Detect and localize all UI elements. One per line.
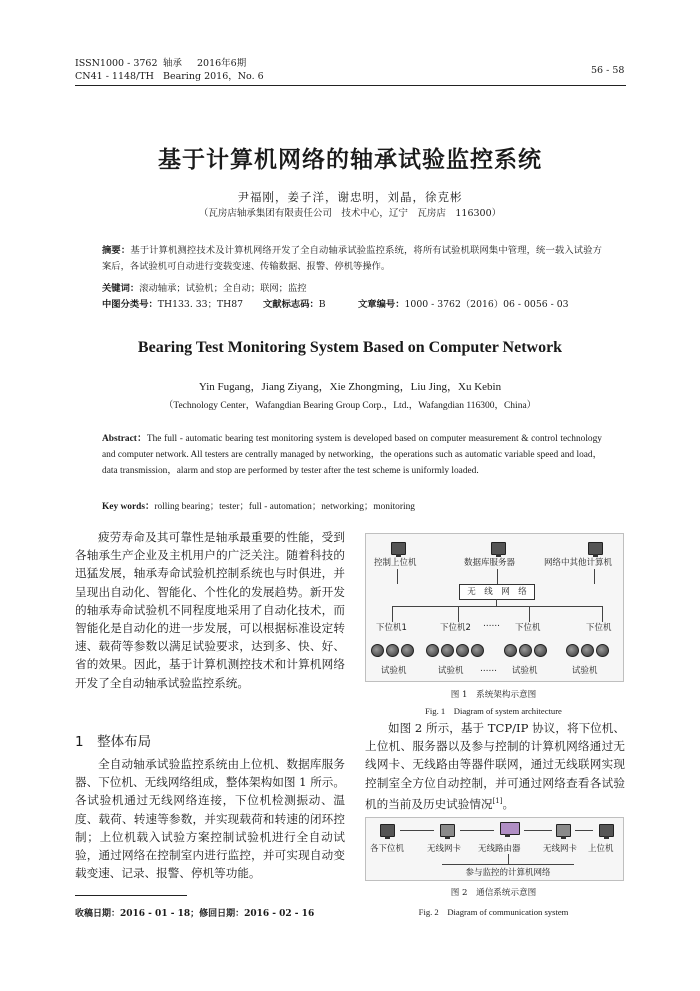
other-computer-icon bbox=[588, 542, 603, 555]
article-number-label: 文章编号： bbox=[358, 299, 405, 310]
tester-icon bbox=[566, 644, 579, 657]
fig2-node-router: 无线路由器 bbox=[478, 844, 521, 854]
fig2-router-stem bbox=[508, 854, 509, 864]
fig2-node-card2: 无线网卡 bbox=[543, 844, 578, 854]
fig1-lower-2: 下位机2 bbox=[440, 623, 471, 633]
doc-code-label: 文献标志码： bbox=[263, 299, 319, 310]
fig1-network-hline bbox=[392, 606, 602, 607]
tester-icon bbox=[426, 644, 439, 657]
affiliation-cn: （瓦房店轴承集团有限责任公司 技术中心，辽宁 瓦房店 116300） bbox=[198, 208, 502, 219]
database-server-icon bbox=[491, 542, 506, 555]
wireless-router-icon bbox=[500, 822, 520, 835]
clc-value: TH133. 33；TH87 bbox=[157, 299, 244, 310]
authors-cn: 尹福刚，姜子洋，谢忠明，刘晶，徐克彬 bbox=[237, 190, 463, 204]
right-paragraph bbox=[365, 719, 625, 813]
tester-icon bbox=[581, 644, 594, 657]
abstract-en-text: The full - automatic bearing test monitoring system is developed based on computer measurement & control technology and computer network. All testers are centrally managed by networking，the operations such as automatic variable speed and load，data transmission，alarm and stop are performed by tester after the test scheme is uniformly loaded. bbox=[102, 434, 602, 476]
header-cn: CN41 - 1148/TH bbox=[75, 71, 154, 82]
fig2-node-card1: 无线网卡 bbox=[427, 844, 462, 854]
doc-code bbox=[263, 297, 326, 313]
footnote-rule bbox=[75, 895, 187, 896]
header-journal-en: Bearing 2016，No. 6 bbox=[163, 71, 264, 82]
fig1-node-db: 数据库服务器 bbox=[464, 558, 516, 568]
tester-icon bbox=[386, 644, 399, 657]
header-journal-cn: 轴承 bbox=[163, 58, 183, 69]
right-paragraph-text: 如图 2 所示，基于 TCP/IP 协议，将下位机、上位机、服务器以及参与控制的计算机网络通过无线网卡、无线路由等器件联网，通过无线联网实现控制室全方位自动控制，并可通过网络查看各试验机的当前及历史试验情况 bbox=[365, 721, 625, 811]
tester-icon bbox=[519, 644, 532, 657]
tester-icon bbox=[504, 644, 517, 657]
fig2-node-host: 上位机 bbox=[588, 844, 614, 854]
tester-icon bbox=[441, 644, 454, 657]
fig1-tester-2: 试验机 bbox=[438, 666, 464, 676]
citation-ref: [1] bbox=[492, 796, 503, 805]
fig1-node-host: 控制上位机 bbox=[374, 558, 417, 568]
header-pages: 56 - 58 bbox=[591, 65, 625, 76]
keywords-cn-label: 关键词： bbox=[102, 283, 140, 294]
received-date: 收稿日期：2016 - 01 - 18；修回日期：2016 - 02 - 16 bbox=[75, 909, 315, 919]
header-issn: ISSN1000 - 3762 bbox=[75, 58, 158, 69]
fig1-network-stem bbox=[496, 599, 497, 607]
figure1-caption-en: Fig. 1 Diagram of system architecture bbox=[425, 706, 562, 716]
fig1-drop-1 bbox=[392, 606, 393, 622]
header-rule bbox=[75, 85, 626, 86]
fig2-arrow-2 bbox=[460, 830, 494, 831]
fig1-tester-3: 试验机 bbox=[512, 666, 538, 676]
figure2 bbox=[365, 817, 624, 881]
article-number-value: 1000 - 3762（2016）06 - 0056 - 03 bbox=[404, 299, 569, 310]
intro-paragraph: 疲劳寿命及其可靠性是轴承最重要的性能，受到各轴承生产企业及主机用户的广泛关注。随着科技的迅猛发展，轴承寿命试验机控制系统也与时俱进，并呈现出自动化、智能化、个性化的发展趋势。新开发的轴承寿命试验机不同程度地采用了自动化技术，而智能化是自动化的进一步发展，可以根据标准设定转速、载荷等参数以满足试验要求，达到多、快、好、省的效果。因此，基于计算机测控技术和计算机网络开发了全自动轴承试验监控系统。 bbox=[75, 530, 345, 690]
keywords-en-label: Key words： bbox=[102, 502, 155, 512]
wireless-network-box: 无 线 网 络 bbox=[459, 584, 535, 600]
affiliation-en: （Technology Center，Wafangdian Bearing Group Corp.，Ltd.，Wafangdian 116300，China） bbox=[163, 401, 537, 411]
doc-code-value: B bbox=[318, 299, 326, 310]
keywords-en bbox=[102, 499, 602, 515]
article-number bbox=[358, 297, 569, 313]
clc-label: 中图分类号： bbox=[102, 299, 158, 310]
lower-computer-icon bbox=[380, 824, 395, 837]
host-computer-icon bbox=[599, 824, 614, 837]
fig1-line-db bbox=[497, 569, 498, 584]
fig1-line-host bbox=[397, 569, 398, 584]
section1-heading: 1 整体布局 bbox=[75, 734, 152, 750]
tester-icon bbox=[534, 644, 547, 657]
abstract-cn bbox=[102, 243, 602, 275]
right-paragraph-end: 。 bbox=[502, 796, 515, 811]
fig1-lower-4: 下位机 bbox=[586, 623, 612, 633]
abstract-en bbox=[102, 431, 602, 479]
figure1 bbox=[365, 533, 624, 682]
figure2-caption-en: Fig. 2 Diagram of communication system bbox=[418, 907, 569, 917]
keywords-en-text: rolling bearing；tester；full - automation；networking；monitoring bbox=[154, 502, 415, 512]
tester-icon bbox=[471, 644, 484, 657]
figure2-caption-cn: 图 2 通信系统示意图 bbox=[450, 888, 537, 898]
fig1-lower-3: 下位机 bbox=[515, 623, 541, 633]
tester-icon bbox=[401, 644, 414, 657]
host-computer-icon bbox=[391, 542, 406, 555]
fig1-dots: …… bbox=[483, 619, 500, 629]
fig1-lower-1: 下位机1 bbox=[376, 623, 407, 633]
authors-en: Yin Fugang，Jiang Ziyang，Xie Zhongming，Liu Jing，Xu Kebin bbox=[198, 381, 502, 393]
paper-title-cn: 基于计算机网络的轴承试验监控系统 bbox=[158, 147, 542, 173]
fig1-tester-1: 试验机 bbox=[381, 666, 407, 676]
clc-number bbox=[102, 297, 243, 313]
fig2-bottom-label: 参与监控的计算机网络 bbox=[442, 864, 574, 878]
paper-title-en: Bearing Test Monitoring System Based on Computer Network bbox=[137, 339, 563, 356]
fig2-arrow-3 bbox=[524, 830, 552, 831]
fig2-arrow-4 bbox=[575, 830, 593, 831]
keywords-cn-text: 滚动轴承；试验机；全自动；联网；监控 bbox=[139, 283, 307, 294]
wireless-card-icon bbox=[440, 824, 455, 837]
fig1-tester-dots: …… bbox=[480, 664, 497, 674]
abstract-en-label: Abstract： bbox=[102, 434, 147, 444]
fig1-tester-4: 试验机 bbox=[572, 666, 598, 676]
fig1-drop-3 bbox=[529, 606, 530, 622]
abstract-cn-label: 摘要： bbox=[102, 245, 131, 256]
wireless-card-icon bbox=[556, 824, 571, 837]
fig1-node-other: 网络中其他计算机 bbox=[544, 558, 613, 568]
tester-icon bbox=[371, 644, 384, 657]
fig2-node-lower: 各下位机 bbox=[370, 844, 405, 854]
fig1-line-other bbox=[594, 569, 595, 584]
fig1-drop-4 bbox=[602, 606, 603, 622]
tester-icon bbox=[456, 644, 469, 657]
header-issue-cn: 2016年6期 bbox=[197, 58, 247, 69]
fig1-drop-2 bbox=[458, 606, 459, 622]
figure1-caption-cn: 图 1 系统架构示意图 bbox=[450, 690, 537, 700]
keywords-cn bbox=[102, 281, 602, 297]
section1-paragraph: 全自动轴承试验监控系统由上位机、数据库服务器、下位机、无线网络组成，整体架构如图 1 所示。各试验机通过无线网络连接，下位机检测振动、温度、载荷、转速等参数，并实现载荷和转速的闭环控制；上位机载入试验方案控制试验机进行全自动试验，通过网络在控制室内进行监控，并可实现自动变载变速、记录、报警、停机等功能。 bbox=[75, 757, 345, 881]
abstract-cn-text: 基于计算机测控技术及计算机网络开发了全自动轴承试验监控系统，将所有试验机联网集中管理，统一载入试验方案后，各试验机可自动进行变载变速、传输数据、报警、停机等操作。 bbox=[102, 245, 602, 272]
fig2-arrow-1 bbox=[400, 830, 434, 831]
tester-icon bbox=[596, 644, 609, 657]
